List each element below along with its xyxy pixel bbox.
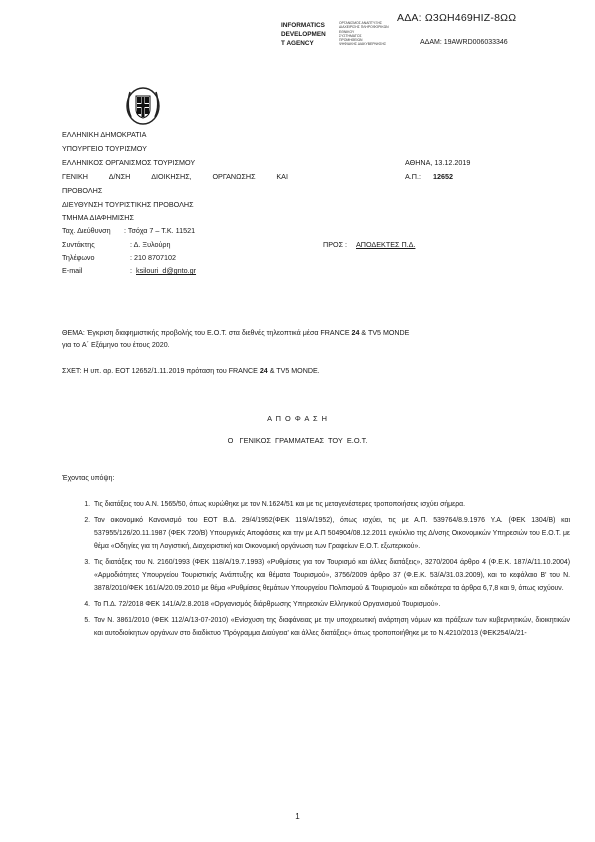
protocol-number: 12652 xyxy=(433,172,453,181)
agency-line: T AGENCY xyxy=(281,40,314,47)
related-text-end: & TV5 MONDE. xyxy=(267,367,320,375)
agency-name-en xyxy=(281,21,341,48)
recipient-label: ΠΡΟΣ : xyxy=(323,240,348,249)
author-label: Συντάκτης xyxy=(62,240,95,249)
agency-gr-line: ΨΗΦΙΑΚΗΣ ΔΙΑΚΥΒΕΡΝΗΣΗΣ xyxy=(339,42,387,47)
considering-intro: Έχοντας υπόψη: xyxy=(62,474,115,482)
list-item: 5. Τον Ν. 3861/2010 (ΦΕΚ 112/Α/13-07-2010) «Ενίσχυση της διαφάνειας με την υποχρεωτική ανάρτηση νόμων και πράξεων των κυβερνητικών, διοικητικών και αυτοδιοίκητων οργάνων στο διαδίκτυο 'Πρόγραμμα Διαύγεια' και άλλες διατάξεις» όπως τροποποιήθηκε με το Ν.4210/2013 (ΦΕΚ254/Α/21- xyxy=(92,614,570,640)
header-word: Δ/ΝΣΗ xyxy=(108,172,131,181)
ada-code: ΑΔΑ: Ω3ΩΗ469ΗΙΖ-8ΩΩ xyxy=(397,12,517,24)
email-label: E-mail xyxy=(62,266,83,275)
author-value: : Δ. Ξυλούρη xyxy=(130,240,171,249)
address-value: : Τσόχα 7 – Τ.Κ. 11521 xyxy=(124,226,196,235)
agency-gr-line: ΔΙΑΧΕΙΡΙΣΗΣ ΠΛΗΡΟΦΟΡΙΚΩΝ xyxy=(339,25,389,30)
header-promotion: ΠΡΟΒΟΛΗΣ xyxy=(62,186,103,195)
header-word: ΓΕΝΙΚΗ xyxy=(62,172,88,181)
header-word: ΚΑΙ xyxy=(276,172,288,181)
document-date: ΑΘΗΝΑ, 13.12.2019 xyxy=(405,158,471,167)
subject xyxy=(62,327,532,352)
subject-text: Έγκριση διαφημιστικής προβολής του Ε.Ο.Τ. στα διεθνές τηλεοπτικά μέσα FRANCE xyxy=(84,329,352,337)
list-item: 3. Τις διατάξεις του Ν. 2160/1993 (ΦΕΚ 118/Α/19.7.1993) «Ρυθμίσεις για τον Τουρισμό και άλλες διατάξεις», 3270/2004 άρθρο 4 (Φ.Ε.Κ. 187/Α/11.10.2004) «Αρμοδιότητες Υπουργείου Τουριστικής Ανάπτυξης και θέματα Τουρισμού», 3756/2009 άρθρο 37 (Φ.Ε.Κ. 53/Α/31.03.2009), και το κεφάλαιο Β' του Ν. 3878/2010/ΦΕΚ 161/Α/20.09.2010 με θέμα «Ρυθμίσεις θεμάτων Υπουργείου Πολιτισμού & Τουρισμού» και ειδικότερα τα άρθρα 6,7,8 και 9, όπως ισχύουν. xyxy=(92,556,570,595)
list-item: 2. Τον οικονομικό Κανονισμό του ΕΟΤ Β.Δ. 29/4/1952(ΦΕΚ 119/Α/1952), όπως ισχύει, τις με Α.Π. 539764/8.9.1976 Υ.Α. (ΦΕΚ 1304/Β) και 537955/126/20.11.1987 (ΦΕΚ 720/Β) Υπουργικές Αποφάσεις και την με Α.Π 504904/08.12.2011 εγκύκλιο της Δ/νσης Οικονομικών Υπηρεσιών του Ε.Ο.Τ. με θέμα «Οδηγίες για τη Λογιστική, Διαχειριστική και Οικονομική οργάνωση των Γραφείων Ε.Ο.Τ. εξωτερικού». xyxy=(92,514,570,553)
related-bold: 24 xyxy=(259,367,268,375)
header-ministry: ΥΠΟΥΡΓΕΙΟ ΤΟΥΡΙΣΜΟΥ xyxy=(62,144,147,153)
list-item: 4. Το Π.Δ. 72/2018 ΦΕΚ 141/Α/2.8.2018 «Οργανισμός διάρθρωσης Υπηρεσιών Ελληνικού Οργανισμού Τουρισμού». xyxy=(92,598,570,611)
header-word: ΟΡΓΑΝΩΣΗΣ xyxy=(212,172,256,181)
agency-gr-line: ΕΘΝΙΚΟΥ xyxy=(339,29,355,34)
decision-subtitle: Ο ΓΕΝΙΚΟΣ ΓΡΑΜΜΑΤΕΑΣ ΤΟΥ Ε.Ο.Τ. xyxy=(227,436,368,445)
agency-gr-line: ΟΡΓΑΝΙΣΜΟΣ ΑΝΑΠΤΥΞΗΣ xyxy=(339,21,383,25)
subject-line-2: για τo Α΄ Εξάμηνο του έτους 2020. xyxy=(62,341,170,350)
subject-text-end: & TV5 MONDE xyxy=(359,329,410,337)
email-colon: : xyxy=(130,266,132,275)
header-country: ΕΛΛΗΝΙΚΗ ΔΗΜΟΚΡΑΤΙΑ xyxy=(62,130,147,139)
related-reference xyxy=(62,365,532,377)
header-directorate: ΔΙΕΥΘΥΝΣΗ ΤΟΥΡΙΣΤΙΚΗΣ ΠΡΟΒΟΛΗΣ xyxy=(62,200,194,209)
phone-value: : 210 8707102 xyxy=(130,253,176,262)
agency-gr-line: ΠΡΟΜΗΘΕΙΩΝ xyxy=(339,38,363,43)
subject-bold: 24 xyxy=(351,329,360,337)
subject-line-1 xyxy=(62,327,532,339)
subject-label: ΘΕΜΑ: xyxy=(62,329,85,337)
header-general-directorate xyxy=(62,172,288,181)
header-organization: ΕΛΛΗΝΙΚΟΣ ΟΡΓΑΝΙΣΜΟΣ ΤΟΥΡΙΣΜΟΥ xyxy=(62,158,196,167)
agency-line: DEVELOPMEN xyxy=(281,31,326,38)
list-item: 1. Τις διατάξεις του Α.Ν. 1565/50, όπως κυρώθηκε με τον Ν.1624/51 και με τις μεταγενέστερες τροποποιήσεις ισχύει σήμερα. xyxy=(92,498,570,511)
address-label: Ταχ. Διεύθυνση xyxy=(62,226,111,235)
related-text: ΣΧΕΤ: Η υπ. αρ. ΕΟΤ 12652/1.11.2019 πρόταση του FRANCE xyxy=(62,367,260,375)
adam-code: ΑΔΑΜ: 19AWRD006033346 xyxy=(420,39,508,46)
email-link[interactable]: ksilouri_d@gnto.gr xyxy=(136,266,197,275)
header-word: ΔΙΟΙΚΗΣΗΣ, xyxy=(151,172,192,181)
agency-name-gr xyxy=(339,21,397,47)
phone-label: Τηλέφωνο xyxy=(62,253,95,262)
page-number: 1 xyxy=(295,812,300,821)
protocol-label: Α.Π.: xyxy=(405,172,421,181)
considerations-list xyxy=(62,498,570,643)
recipient-value: ΑΠΟΔΕΚΤΕΣ Π.Δ. xyxy=(356,240,416,249)
agency-gr-line: ΣΥΣΤΗΜΑΤΟΣ xyxy=(339,33,362,38)
greek-coat-of-arms-icon xyxy=(126,87,160,130)
agency-line: INFORMATICS xyxy=(281,22,325,29)
header-department: ΤΜΗΜΑ ΔΙΑΦΗΜΙΣΗΣ xyxy=(62,213,134,222)
decision-title: Α Π Ο Φ Α Σ Η xyxy=(267,414,328,423)
